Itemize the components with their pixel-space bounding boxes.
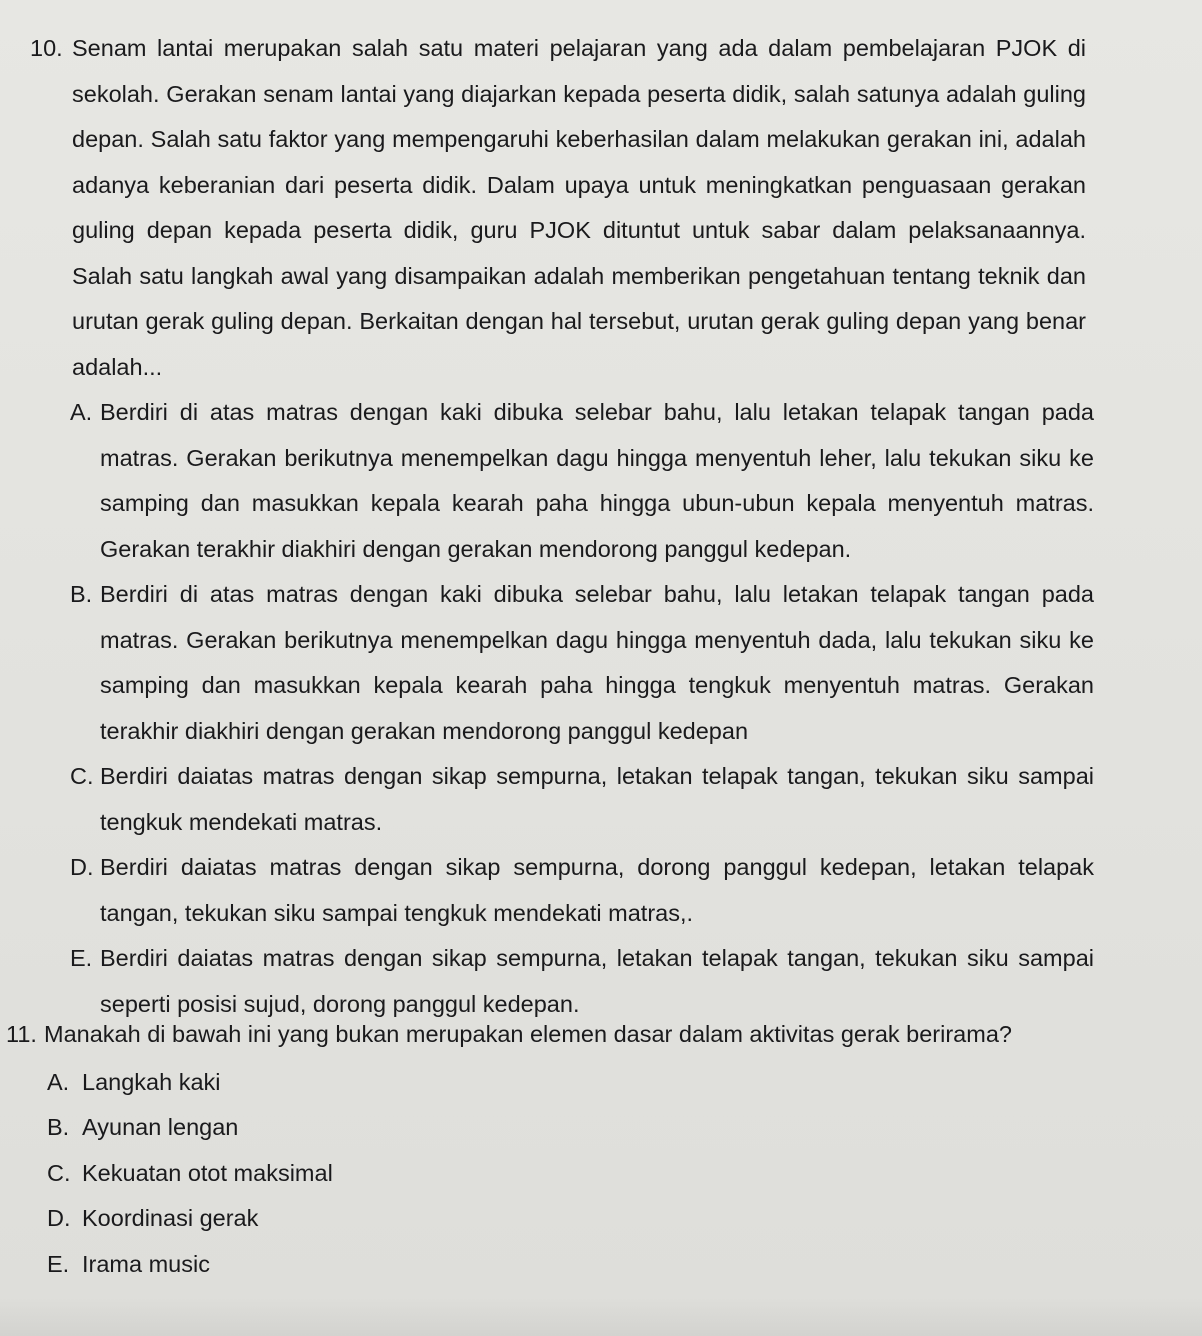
- question-stem: [0, 26, 1202, 390]
- option-letter: C.: [47, 1159, 71, 1186]
- option-text: Irama music: [82, 1250, 210, 1277]
- option-text: Berdiri daiatas matras dengan sikap sempurna, letakan telapak tangan, tekukan siku sampai seperti posisi sujud, dorong panggul kedepan.: [100, 945, 1094, 1017]
- option-text: Berdiri di atas matras dengan kaki dibuka selebar bahu, lalu letakan telapak tangan pada matras. Gerakan berikutnya menempelkan dagu hingga menyentuh leher, lalu tekukan siku ke samping dan masukkan kepala kearah paha hingga ubun-ubun kepala menyentuh matras. Gerakan terakhir diakhiri dengan gerakan mendorong panggul kedepan.: [100, 399, 1094, 562]
- option-letter: E.: [47, 1250, 70, 1277]
- answer-options: [0, 390, 1202, 1027]
- option-text: Berdiri daiatas matras dengan sikap sempurna, letakan telapak tangan, tekukan siku sampai tengkuk mendekati matras.: [100, 763, 1094, 835]
- option-c[interactable]: [0, 1151, 1202, 1197]
- option-letter: A.: [47, 1068, 70, 1095]
- question-text: Senam lantai merupakan salah satu materi pelajaran yang ada dalam pembelajaran PJOK di sekolah. Gerakan senam lantai yang diajarkan kepada peserta didik, salah satunya adalah guling depan. Salah satu faktor yang mempengaruhi keberhasilan dalam melakukan gerakan ini, adalah adanya keberanian dari peserta didik. Dalam upaya untuk meningkatkan penguasaan gerakan guling depan kepada peserta didik, guru PJOK dituntut untuk sabar dalam pelaksanaannya. Salah satu langkah awal yang disampaikan adalah memberikan pengetahuan tentang teknik dan urutan gerak guling depan. Berkaitan dengan hal tersebut, urutan gerak guling depan yang benar adalah...: [72, 35, 1086, 380]
- question-number: 11.: [6, 1021, 37, 1047]
- question-10: [0, 26, 1202, 1027]
- option-text: Berdiri daiatas matras dengan sikap sempurna, dorong panggul kedepan, letakan telapak tangan, tekukan siku sampai tengkuk mendekati matras,.: [100, 854, 1094, 926]
- option-text: Langkah kaki: [82, 1068, 221, 1095]
- option-letter: C.: [70, 763, 94, 789]
- question-number: 10.: [30, 35, 63, 61]
- option-letter: E.: [70, 945, 93, 971]
- question-text: Manakah di bawah ini yang bukan merupakan elemen dasar dalam aktivitas gerak berirama?: [44, 1021, 1012, 1047]
- option-c[interactable]: [0, 754, 1202, 845]
- option-letter: B.: [47, 1114, 70, 1140]
- option-letter: D.: [47, 1205, 71, 1231]
- option-b[interactable]: [0, 1105, 1202, 1151]
- question-stem: [0, 1012, 1202, 1058]
- option-e[interactable]: [0, 1242, 1202, 1288]
- page-shadow: [0, 1296, 1202, 1336]
- option-letter: D.: [70, 854, 94, 880]
- option-text: Berdiri di atas matras dengan kaki dibuka selebar bahu, lalu letakan telapak tangan pada matras. Gerakan berikutnya menempelkan dagu hingga menyentuh dada, lalu tekukan siku ke samping dan masukkan kepala kearah paha hingga tengkuk menyentuh matras. Gerakan terakhir diakhiri dengan gerakan mendorong panggul kedepan: [100, 581, 1094, 744]
- option-a[interactable]: [0, 390, 1202, 572]
- option-letter: A.: [70, 399, 93, 425]
- answer-options: [0, 1060, 1202, 1288]
- option-a[interactable]: [0, 1060, 1202, 1106]
- option-text: Kekuatan otot maksimal: [82, 1159, 333, 1186]
- option-text: Koordinasi gerak: [82, 1205, 259, 1231]
- option-b[interactable]: [0, 572, 1202, 754]
- option-d[interactable]: [0, 845, 1202, 936]
- question-11: [0, 1012, 1202, 1287]
- option-letter: B.: [70, 581, 93, 607]
- option-d[interactable]: [0, 1196, 1202, 1242]
- option-text: Ayunan lengan: [82, 1114, 239, 1140]
